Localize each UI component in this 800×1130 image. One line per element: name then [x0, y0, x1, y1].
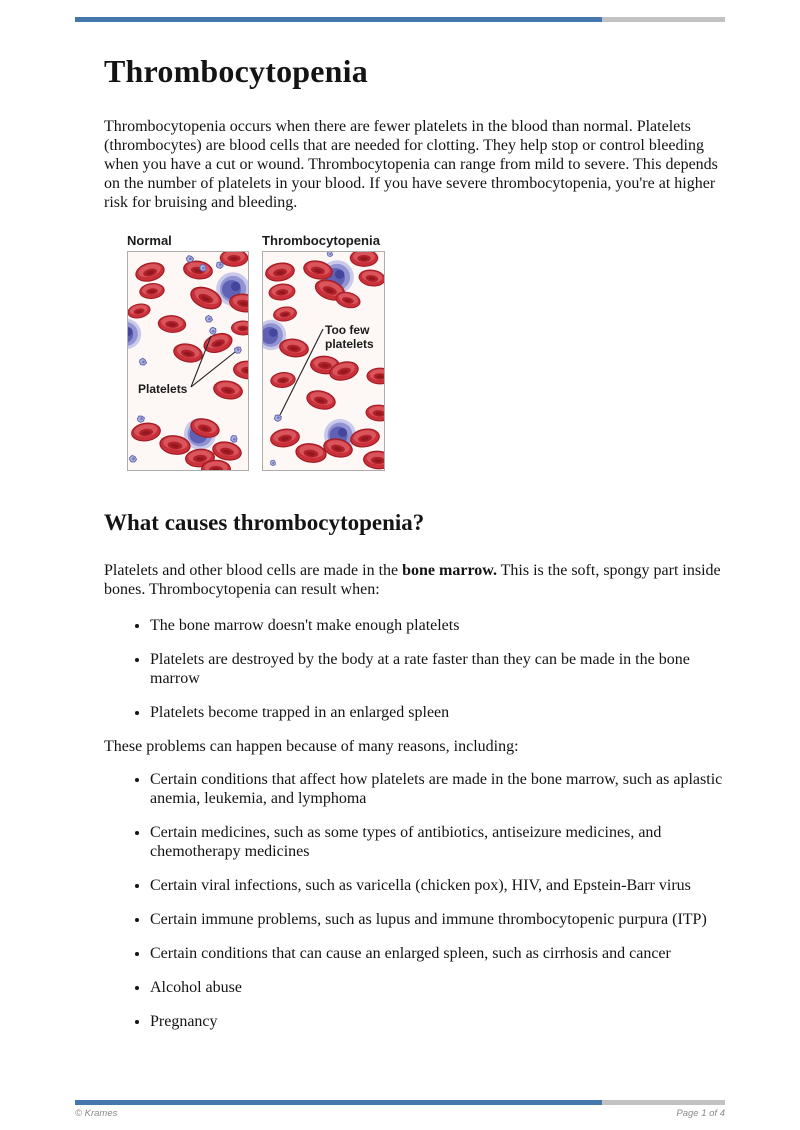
list-item: • Certain medicines, such as some types of antibiotics, antiseizure medicines, and chemotherapy medicines	[150, 823, 728, 861]
page-number: Page 1 of 4	[676, 1108, 725, 1119]
reasons-intro-paragraph: These problems can happen because of many reasons, including:	[104, 738, 519, 755]
document-content	[104, 0, 728, 1046]
list-item: • Certain immune problems, such as lupus and immune thrombocytopenic purpura (ITP)	[150, 910, 728, 929]
reasons-list	[104, 770, 728, 1031]
footer-accent-bar	[75, 1100, 725, 1105]
page-footer	[0, 1100, 800, 1119]
causes-list	[104, 616, 728, 722]
platelets-label: Platelets	[138, 382, 188, 396]
list-item: • Platelets become trapped in an enlarged spleen	[150, 703, 728, 722]
intro-paragraph: Thrombocytopenia occurs when there are fewer platelets in the blood than normal. Platelets (thrombocytes) are blood cells that are needed for clotting. They help stop or control bleeding when you have a cut or wound. Thrombocytopenia can range from mild to severe. This depends on the number of platelets in your blood. If you have severe thrombocytopenia, you're at higher risk for bruising and bleeding.	[104, 118, 718, 211]
list-item: • Certain viral infections, such as varicella (chicken pox), HIV, and Epstein-Barr virus	[150, 876, 728, 895]
bone-marrow-paragraph	[104, 561, 728, 599]
paragraph-text: This is the soft, spongy part inside bones. Thrombocytopenia can result when:	[104, 562, 721, 598]
list-item: • The bone marrow doesn't make enough platelets	[150, 616, 728, 635]
causes-heading: What causes thrombocytopenia?	[104, 510, 425, 535]
too-few-platelets-label-line2: platelets	[325, 337, 374, 351]
list-item: • Pregnancy	[150, 1012, 728, 1031]
page-title: Thrombocytopenia	[104, 53, 368, 89]
list-item: • Platelets are destroyed by the body at a rate faster than they can be made in the bone marrow	[150, 650, 728, 688]
list-item: • Certain conditions that can cause an enlarged spleen, such as cirrhosis and cancer	[150, 944, 728, 963]
accent-bar-gray-segment	[602, 1100, 726, 1105]
thrombocytopenia-panel-label: Thrombocytopenia	[262, 233, 381, 248]
list-item: • Alcohol abuse	[150, 978, 728, 997]
too-few-platelets-label-line1: Too few	[325, 323, 370, 337]
blood-comparison-svg	[122, 232, 390, 472]
footer-text-row	[75, 1108, 725, 1119]
blood-cells-illustration	[122, 232, 728, 477]
normal-panel-label: Normal	[127, 233, 172, 248]
accent-bar-blue-segment	[75, 1100, 602, 1105]
paragraph-text: Platelets and other blood cells are made in the	[104, 562, 403, 579]
bold-term-bone-marrow: bone marrow.	[402, 562, 497, 579]
copyright-text: © Krames	[75, 1108, 118, 1119]
list-item: • Certain conditions that affect how platelets are made in the bone marrow, such as aplastic anemia, leukemia, and lymphoma	[150, 770, 728, 808]
